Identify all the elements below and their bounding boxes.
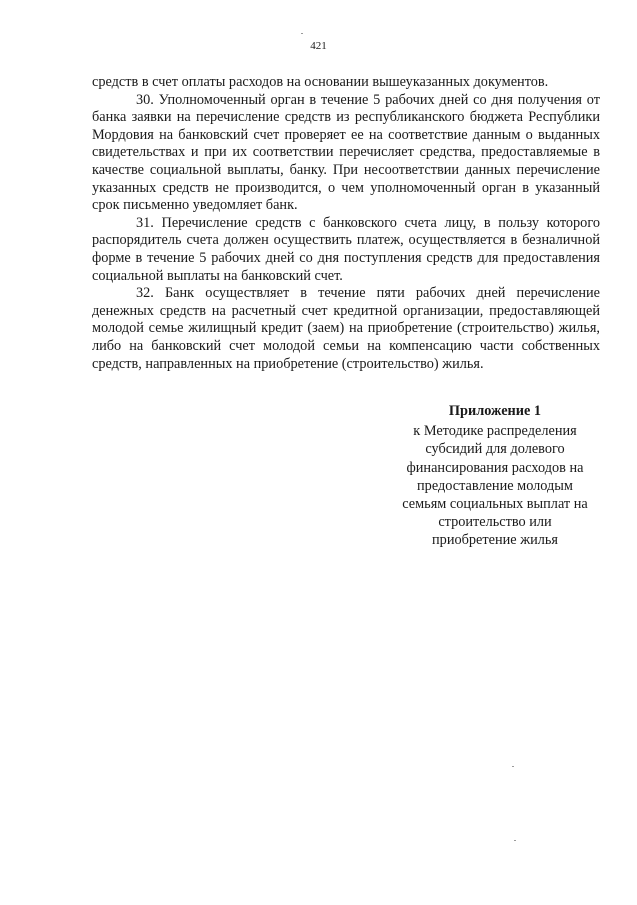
paragraph-continuation: средств в счет оплаты расходов на основании вышеуказанных документов. bbox=[92, 74, 549, 90]
appendix-line: семьям социальных выплат на bbox=[402, 496, 588, 513]
appendix-line: приобретение жилья bbox=[432, 532, 558, 549]
scan-speck bbox=[514, 840, 516, 841]
page-number: 421 bbox=[310, 40, 327, 52]
body-text bbox=[92, 74, 600, 373]
scan-speck bbox=[301, 33, 303, 34]
scan-speck bbox=[512, 766, 514, 767]
appendix-title: Приложение 1 bbox=[448, 403, 542, 419]
paragraph-30: 30. Уполномоченный орган в течение 5 рабочих дней со дня получения от банка заявки на перечисление средств из республиканского бюджета Республики Мордовия на банковский счет проверяет ее на соответствие данным о выданных свидетельствах и при их соответствии перечисляет средства, предоставляемые в качестве социальной выплаты, банку. При несоответствии данных перечисление указанных средств не производится, о чем уполномоченный орган в указанный срок письменно уведомляет банк. bbox=[92, 91, 600, 214]
appendix-line: финансирования расходов на bbox=[406, 459, 584, 476]
appendix-line: к Методике распределения bbox=[413, 423, 577, 440]
appendix-line: субсидий для долевого bbox=[425, 441, 565, 458]
appendix-line: строительство или bbox=[438, 514, 552, 531]
appendix-line: предоставление молодым bbox=[417, 477, 573, 494]
paragraph-32: 32. Банк осуществляет в течение пяти рабочих дней перечисление денежных средств на расчетный счет кредитной организации, предоставляющей молодой семье жилищный кредит (заем) на приобретение (строительство) жилья, либо на банковский счет молодой семьи на компенсацию части собственных средств, направленных на приобретение (строительство) жилья. bbox=[92, 285, 600, 372]
appendix-block bbox=[388, 402, 602, 550]
paragraph-31: 31. Перечисление средств с банковского счета лицу, в пользу которого распорядитель счета должен осуществить платеж, осуществляется в безналичной форме в течение 5 рабочих дней со дня поступления средств для предоставления социальной выплаты на банковский счет. bbox=[92, 214, 600, 284]
